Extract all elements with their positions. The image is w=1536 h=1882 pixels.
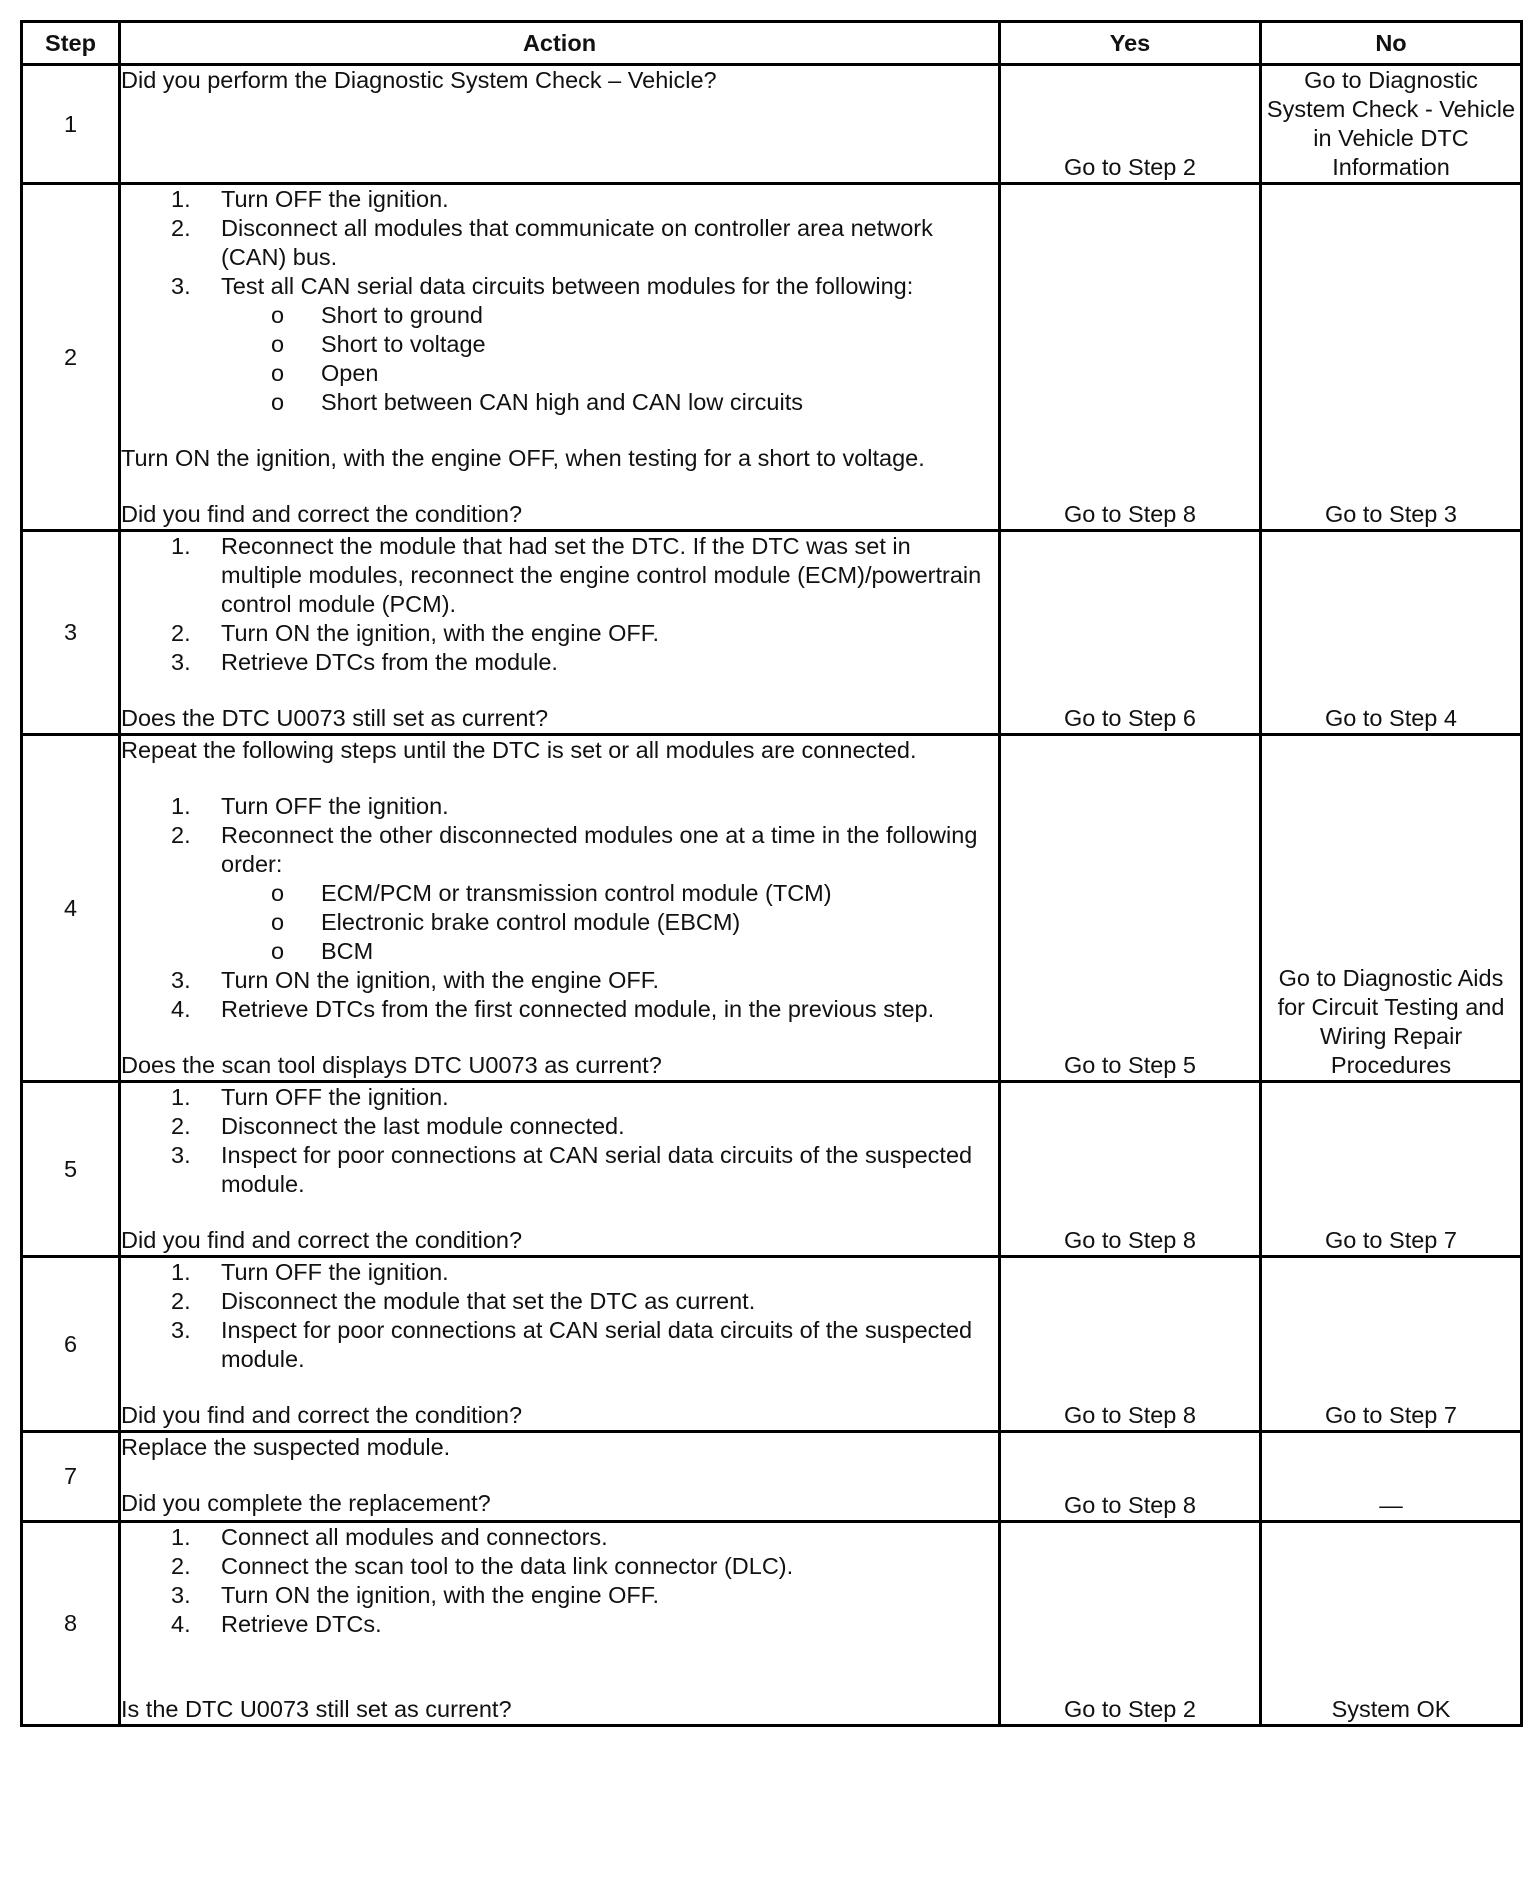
list-item-text: Turn OFF the ignition. [221,186,449,212]
list-item [121,1083,998,1112]
action-question: Is the DTC U0073 still set as current? [121,1696,512,1722]
action-cell [120,1082,1000,1257]
step-row-7 [22,1432,1522,1522]
bullet-list [221,301,998,417]
list-number: 2. [171,215,191,241]
list-number: 1. [171,1524,191,1550]
action-question: Did you find and correct the condition? [121,501,523,527]
action-text: Replace the suspected module. [121,1434,451,1460]
list-item-text: Retrieve DTCs. [221,1611,382,1637]
list-item-text: Turn ON the ignition, with the engine OFF. [221,967,660,993]
list-item [121,1258,998,1287]
yes-cell: Go to Step 5 [1000,735,1261,1082]
list-number: 2. [171,1553,191,1579]
numbered-list [121,1258,998,1374]
step-number: 2 [22,184,120,531]
bullet-marker: o [271,389,285,415]
step-number: 5 [22,1082,120,1257]
bullet-marker: o [271,302,285,328]
list-number: 3. [171,1142,191,1168]
action-cell [120,65,1000,184]
list-item [121,1316,998,1374]
yes-cell: Go to Step 8 [1000,1257,1261,1432]
header-no: No [1261,22,1522,65]
list-item-text: Disconnect all modules that communicate on controller area network (CAN) bus. [221,215,933,270]
bullet-item [221,359,998,388]
step-row-5 [22,1082,1522,1257]
action-cell [120,184,1000,531]
step-row-8 [22,1522,1522,1726]
list-number: 1. [171,1259,191,1285]
yes-cell: Go to Step 2 [1000,65,1261,184]
bullet-item [221,388,998,417]
action-cell [120,1522,1000,1726]
list-number: 3. [171,1317,191,1343]
list-number: 3. [171,273,191,299]
bullet-marker: o [271,331,285,357]
bullet-text: BCM [321,938,374,964]
list-number: 4. [171,996,191,1022]
step-number: 8 [22,1522,120,1726]
no-cell: Go to Step 7 [1261,1082,1522,1257]
step-row-3 [22,531,1522,735]
bullet-marker: o [271,909,285,935]
list-item [121,1287,998,1316]
list-item-text: Inspect for poor connections at CAN serial data circuits of the suspected module. [221,1317,973,1372]
list-item [121,648,998,677]
list-item-text: Turn OFF the ignition. [221,1259,449,1285]
list-item [121,272,998,417]
header-yes: Yes [1000,22,1261,65]
bullet-marker: o [271,938,285,964]
bullet-item [221,330,998,359]
list-number: 1. [171,533,191,559]
list-item [121,792,998,821]
bullet-item [221,937,998,966]
list-item [121,1112,998,1141]
list-item [121,1610,998,1639]
list-item-text: Turn OFF the ignition. [221,793,449,819]
header-step: Step [22,22,120,65]
list-item-text: Connect the scan tool to the data link connector (DLC). [221,1553,794,1579]
list-item-text: Retrieve DTCs from the module. [221,649,558,675]
no-cell: — [1261,1432,1522,1522]
bullet-text: Open [321,360,379,386]
list-item-text: Turn ON the ignition, with the engine OFF. [221,620,660,646]
bullet-text: Short to ground [321,302,483,328]
header-row [22,22,1522,65]
list-item [121,821,998,966]
numbered-list [121,532,998,677]
list-item [121,995,998,1024]
bullet-marker: o [271,880,285,906]
list-number: 2. [171,1113,191,1139]
list-item-text: Reconnect the module that had set the DTC. If the DTC was set in multiple modules, reconnect the engine control module (ECM)/powertrain control module (PCM). [221,533,982,617]
action-cell [120,1257,1000,1432]
numbered-list [121,1083,998,1199]
no-cell: Go to Diagnostic Aids for Circuit Testing and Wiring Repair Procedures [1261,735,1522,1082]
list-item [121,214,998,272]
step-number: 3 [22,531,120,735]
header-action: Action [120,22,1000,65]
step-number: 7 [22,1432,120,1522]
diagnostic-table [20,20,1523,1727]
list-item [121,619,998,648]
bullet-text: Short to voltage [321,331,486,357]
step-number: 4 [22,735,120,1082]
bullet-item [221,301,998,330]
list-item [121,532,998,619]
bullet-text: ECM/PCM or transmission control module (TCM) [321,880,832,906]
yes-cell: Go to Step 8 [1000,1082,1261,1257]
action-cell [120,531,1000,735]
action-question: Did you find and correct the condition? [121,1227,523,1253]
yes-cell: Go to Step 6 [1000,531,1261,735]
list-number: 2. [171,822,191,848]
list-number: 1. [171,793,191,819]
action-question: Did you complete the replacement? [121,1490,491,1516]
action-cell [120,1432,1000,1522]
action-note: Turn ON the ignition, with the engine OFF, when testing for a short to voltage. [121,445,925,471]
yes-cell: Go to Step 2 [1000,1522,1261,1726]
list-item-text: Disconnect the last module connected. [221,1113,625,1139]
step-row-2 [22,184,1522,531]
list-item [121,1552,998,1581]
bullet-text: Electronic brake control module (EBCM) [321,909,741,935]
bullet-item [221,879,998,908]
action-intro: Repeat the following steps until the DTC is set or all modules are connected. [121,737,917,763]
list-item-text: Reconnect the other disconnected modules one at a time in the following order: [221,822,978,877]
list-number: 1. [171,1084,191,1110]
step-number: 1 [22,65,120,184]
action-question: Did you find and correct the condition? [121,1402,523,1428]
yes-cell: Go to Step 8 [1000,1432,1261,1522]
no-cell: Go to Diagnostic System Check - Vehicle in Vehicle DTC Information [1261,65,1522,184]
list-item [121,1141,998,1199]
step-row-6 [22,1257,1522,1432]
list-item-text: Test all CAN serial data circuits between modules for the following: [221,273,914,299]
list-item-text: Connect all modules and connectors. [221,1524,608,1550]
list-item-text: Retrieve DTCs from the first connected module, in the previous step. [221,996,935,1022]
list-item-text: Inspect for poor connections at CAN serial data circuits of the suspected module. [221,1142,973,1197]
action-question: Does the DTC U0073 still set as current? [121,705,549,731]
action-question: Does the scan tool displays DTC U0073 as current? [121,1052,662,1078]
list-item-text: Turn OFF the ignition. [221,1084,449,1110]
action-text: Did you perform the Diagnostic System Check – Vehicle? [121,67,717,93]
list-item [121,185,998,214]
bullet-marker: o [271,360,285,386]
yes-cell: Go to Step 8 [1000,184,1261,531]
step-row-4 [22,735,1522,1082]
no-cell: Go to Step 3 [1261,184,1522,531]
no-cell: System OK [1261,1522,1522,1726]
list-number: 2. [171,620,191,646]
no-cell: Go to Step 7 [1261,1257,1522,1432]
list-item-text: Turn ON the ignition, with the engine OFF. [221,1582,660,1608]
action-cell [120,735,1000,1082]
list-number: 1. [171,186,191,212]
numbered-list [121,185,998,417]
list-item [121,966,998,995]
numbered-list [121,1523,998,1639]
numbered-list [121,792,998,1024]
bullet-item [221,908,998,937]
list-item [121,1523,998,1552]
step-number: 6 [22,1257,120,1432]
list-item-text: Disconnect the module that set the DTC as current. [221,1288,756,1314]
bullet-text: Short between CAN high and CAN low circuits [321,389,803,415]
bullet-list [221,879,998,966]
list-number: 4. [171,1611,191,1637]
list-number: 3. [171,967,191,993]
list-number: 2. [171,1288,191,1314]
list-item [121,1581,998,1610]
list-number: 3. [171,649,191,675]
list-number: 3. [171,1582,191,1608]
no-cell: Go to Step 4 [1261,531,1522,735]
step-row-1 [22,65,1522,184]
